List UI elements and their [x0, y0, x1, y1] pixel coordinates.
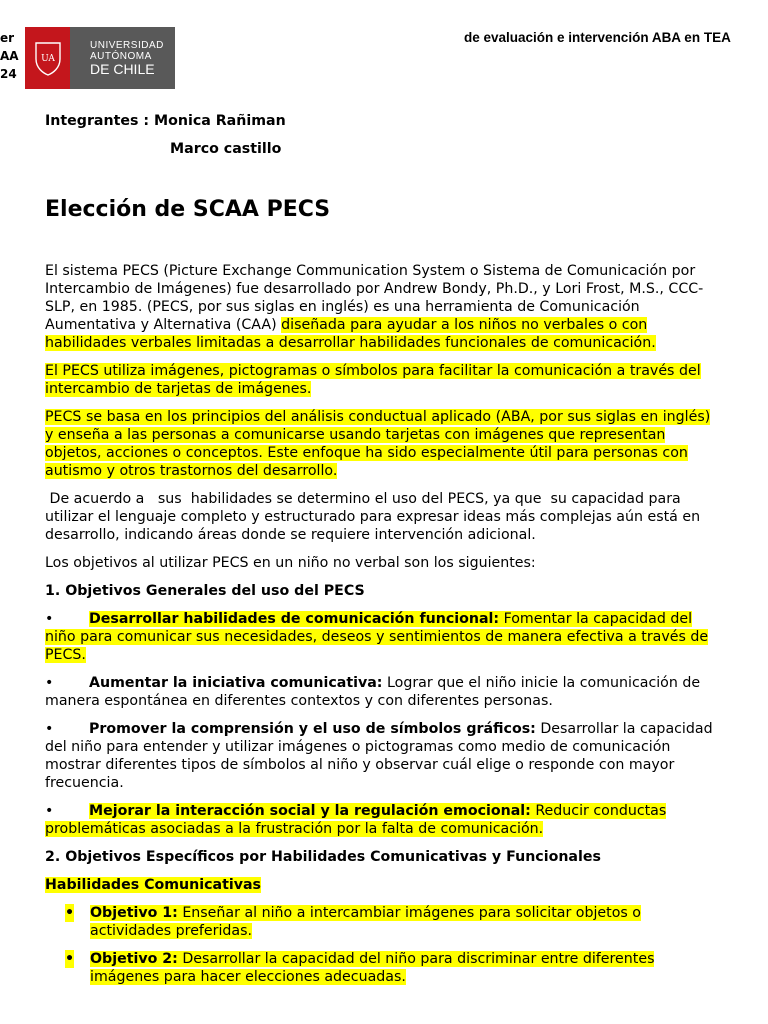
objective-title: Aumentar la iniciativa comunicativa: [89, 675, 383, 691]
left-cut-line: AA [0, 49, 19, 63]
section-heading: 1. Objetivos Generales del uso del PECS [45, 583, 365, 599]
highlighted-text: Habilidades Comunicativas [45, 877, 261, 893]
left-cut-line: er [0, 31, 15, 45]
objective-text: Lograr que el niño inicie la comunicación de manera espontánea en diferentes contextos y con diferentes personas. [45, 675, 701, 709]
objective-title: Objetivo 2: [90, 951, 178, 967]
paragraph-intro [45, 262, 720, 352]
bullet: • [45, 803, 54, 819]
objective-title: Promover la comprensión y el uso de símbolos gráficos: [89, 721, 536, 737]
left-cut-line: 24 [0, 67, 17, 81]
paragraph-rationale: De acuerdo a sus habilidades se determino el uso del PECS, ya que su capacidad para utilizar el lenguaje completo y estructurado para expresar ideas más complejas aún está en desarrollo, indicando áreas donde se requiere intervención adicional. [45, 491, 705, 543]
highlighted-text [90, 951, 654, 985]
bullet: • [65, 905, 75, 921]
member-name: Marco castillo [170, 141, 282, 157]
bullet: • [65, 951, 75, 967]
highlighted-text [45, 803, 666, 837]
objective-text: Fomentar la capacidad del niño para comunicar sus necesidades, deseos y sentimientos de manera efectiva a través de PECS. [45, 611, 709, 663]
logo-seal [25, 27, 70, 89]
specific-objectives-list [45, 904, 720, 986]
highlighted-text: PECS se basa en los principios del análisis conductual aplicado (ABA, por sus siglas en inglés) y enseña a las personas a comunicarse usando tarjetas con imágenes que representan objetos, acciones o conceptos. Este enfoque ha sido especialmente útil para personas con autismo y otros trastornos del desarrollo. [45, 409, 711, 479]
highlighted-text [45, 611, 708, 663]
objective-text: Reducir conductas problemáticas asociadas a la frustración por la falta de comunicación. [45, 803, 667, 837]
shield-icon [33, 39, 63, 77]
logo-line: AUTÓNOMA [90, 50, 152, 62]
bullet: • [45, 721, 54, 737]
highlighted-text: diseñada para ayudar a los niños no verbales o con habilidades verbales limitadas a desarrollar habilidades funcionales de comunicación. [45, 317, 656, 351]
paragraph-text: El sistema PECS (Picture Exchange Communication System o Sistema de Comunicación por Intercambio de Imágenes) fue desarrollado por Andrew Bondy, Ph.D., y Lori Frost, M.S., CCC-SLP, en 1985. (PECS, por sus siglas en inglés) es una herramienta de Comunicación Aumentativa y Alternativa (CAA) [45, 263, 704, 333]
logo-line: DE CHILE [90, 60, 155, 77]
general-objective-item [45, 674, 720, 710]
objective-title: Mejorar la interacción social y la regulación emocional: [89, 803, 531, 819]
general-objective-item [45, 802, 720, 838]
left-cut-text [0, 29, 19, 83]
subsection-heading [45, 876, 720, 894]
list-item [45, 950, 720, 986]
section-heading: 2. Objetivos Específicos por Habilidades Comunicativas y Funcionales [45, 849, 601, 865]
bullet: • [45, 675, 54, 691]
objective-text: Desarrollar la capacidad del niño para discriminar entre diferentes imágenes para hacer elecciones adecuadas. [90, 951, 655, 985]
objective-text: Enseñar al niño a intercambiar imágenes para solicitar objetos o actividades preferidas. [90, 905, 641, 939]
paragraph-objectives-intro: Los objetivos al utilizar PECS en un niño no verbal son los siguientes: [45, 555, 536, 571]
document-body [45, 262, 720, 996]
objective-title: Desarrollar habilidades de comunicación funcional: [89, 611, 500, 627]
header-title: de evaluación e intervención ABA en TEA [464, 30, 731, 45]
highlighted-text [90, 905, 641, 939]
general-objective-item [45, 610, 720, 664]
highlighted-text: El PECS utiliza imágenes, pictogramas o símbolos para facilitar la comunicación a través del intercambio de tarjetas de imágenes. [45, 363, 701, 397]
logo-seal-text: UA [40, 54, 55, 64]
paragraph-pecs-aba [45, 408, 720, 480]
members-label: Integrantes : Monica Rañiman [45, 113, 286, 129]
bullet: • [45, 611, 54, 627]
objective-text: Desarrollar la capacidad del niño para entender y utilizar imágenes o pictogramas como medio de comunicación mostrar diferentes tipos de símbolos al niño y observar cuál elige o responde con mayor frecuencia. [45, 721, 713, 791]
university-logo [25, 27, 175, 89]
document-title: Elección de SCAA PECS [45, 197, 331, 222]
objective-title: Objetivo 1: [90, 905, 178, 921]
logo-wordmark [70, 27, 175, 89]
list-item [45, 904, 720, 940]
logo-line: UNIVERSIDAD [90, 39, 164, 51]
paragraph-pecs-use [45, 362, 720, 398]
general-objective-item [45, 720, 720, 792]
